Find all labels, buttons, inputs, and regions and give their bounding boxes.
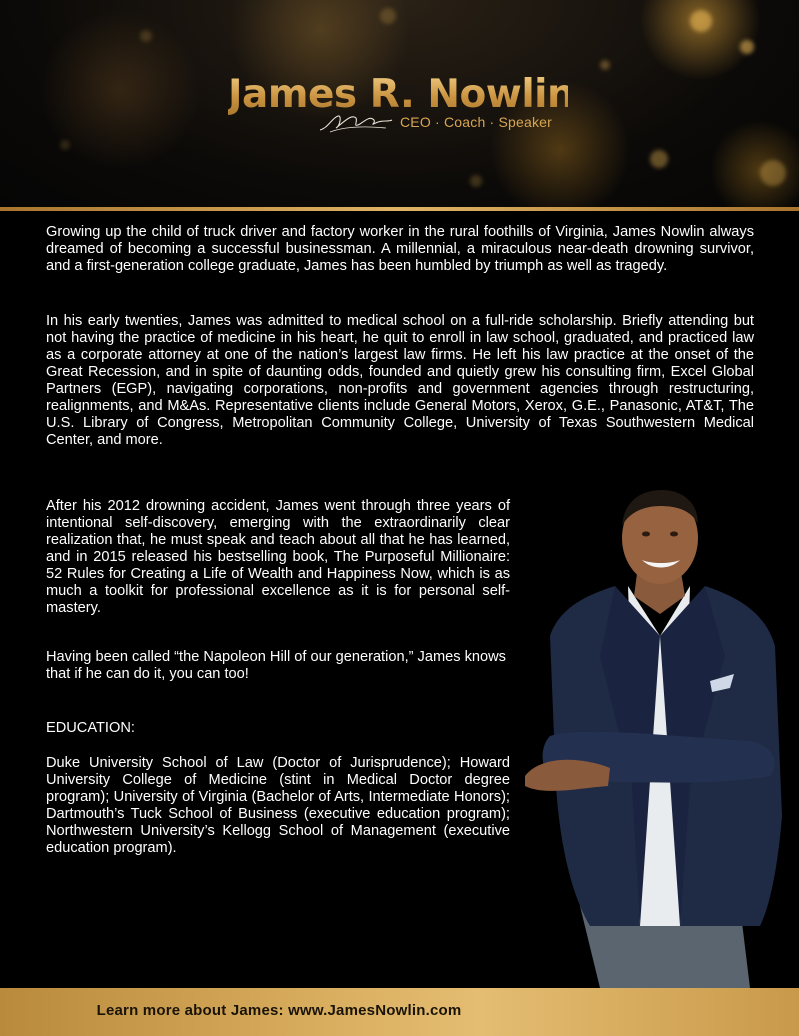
signature-icon	[316, 110, 394, 134]
footer-website-link[interactable]: Learn more about James: www.JamesNowlin.com	[96, 1002, 462, 1019]
gold-divider	[0, 207, 799, 211]
bio-paragraph-2: In his early twenties, James was admitted to medical school on a full-ride scholarship. Briefly attending but not having the practice of medicine in his heart, he quit to enroll in law school, graduated, and practiced law as a corporate attorney at one of the nation’s largest law firms. He left his law practice at the onset of the Great Recession, and in spite of daunting odds, founded and quietly grew his consulting firm, Excel Global Partners (EGP), navigating corporations, non-profits and government agencies through restructuring, realignments, and M&As. Representative clients include General Motors, Xerox, G.E., Panasonic, AT&T, The U.S. Library of Congress, Metropolitan Community College, University of Texas Southwestern Medical Center, and more.	[46, 313, 754, 448]
title-block	[228, 72, 575, 130]
tagline: CEO · Coach · Speaker	[400, 114, 553, 130]
bio-paragraph-3: After his 2012 drowning accident, James went through three years of intentional self-discovery, emerging with the extraordinarily clear realization that, he must speak and teach about all that he has learned, and in 2015 released his bestselling book, The Purposeful Millionaire: 52 Rules for Creating a Life of Wealth and Happiness Now, which is as much a toolkit for professional excellence as it is for personal self-mastery.	[46, 498, 510, 616]
bio-paragraph-4: Having been called “the Napoleon Hill of our generation,” James knows that if he can do it, you can too!	[46, 649, 506, 682]
bio-paragraph-1: Growing up the child of truck driver and factory worker in the rural foothills of Virginia, James Nowlin always dreamed of becoming a successful businessman. A millennial, a miraculous near-death drowning survivor, and a first-generation college graduate, James has been humbled by triumph as well as tragedy.	[46, 224, 754, 274]
education-heading: EDUCATION:	[46, 720, 135, 736]
portrait-photo	[520, 486, 799, 988]
author-name: James R. Nowlin	[228, 72, 575, 117]
header-banner	[0, 0, 799, 207]
footer-banner	[0, 988, 799, 1036]
education-list: Duke University School of Law (Doctor of Jurisprudence); Howard University College of Medicine (stint in Medical Doctor degree program); University of Virginia (Bachelor of Arts, Intermediate Honors); Dartmouth’s Tuck School of Business (executive education program); Northwestern University’s Kellogg School of Management (executive education program).	[46, 755, 510, 856]
